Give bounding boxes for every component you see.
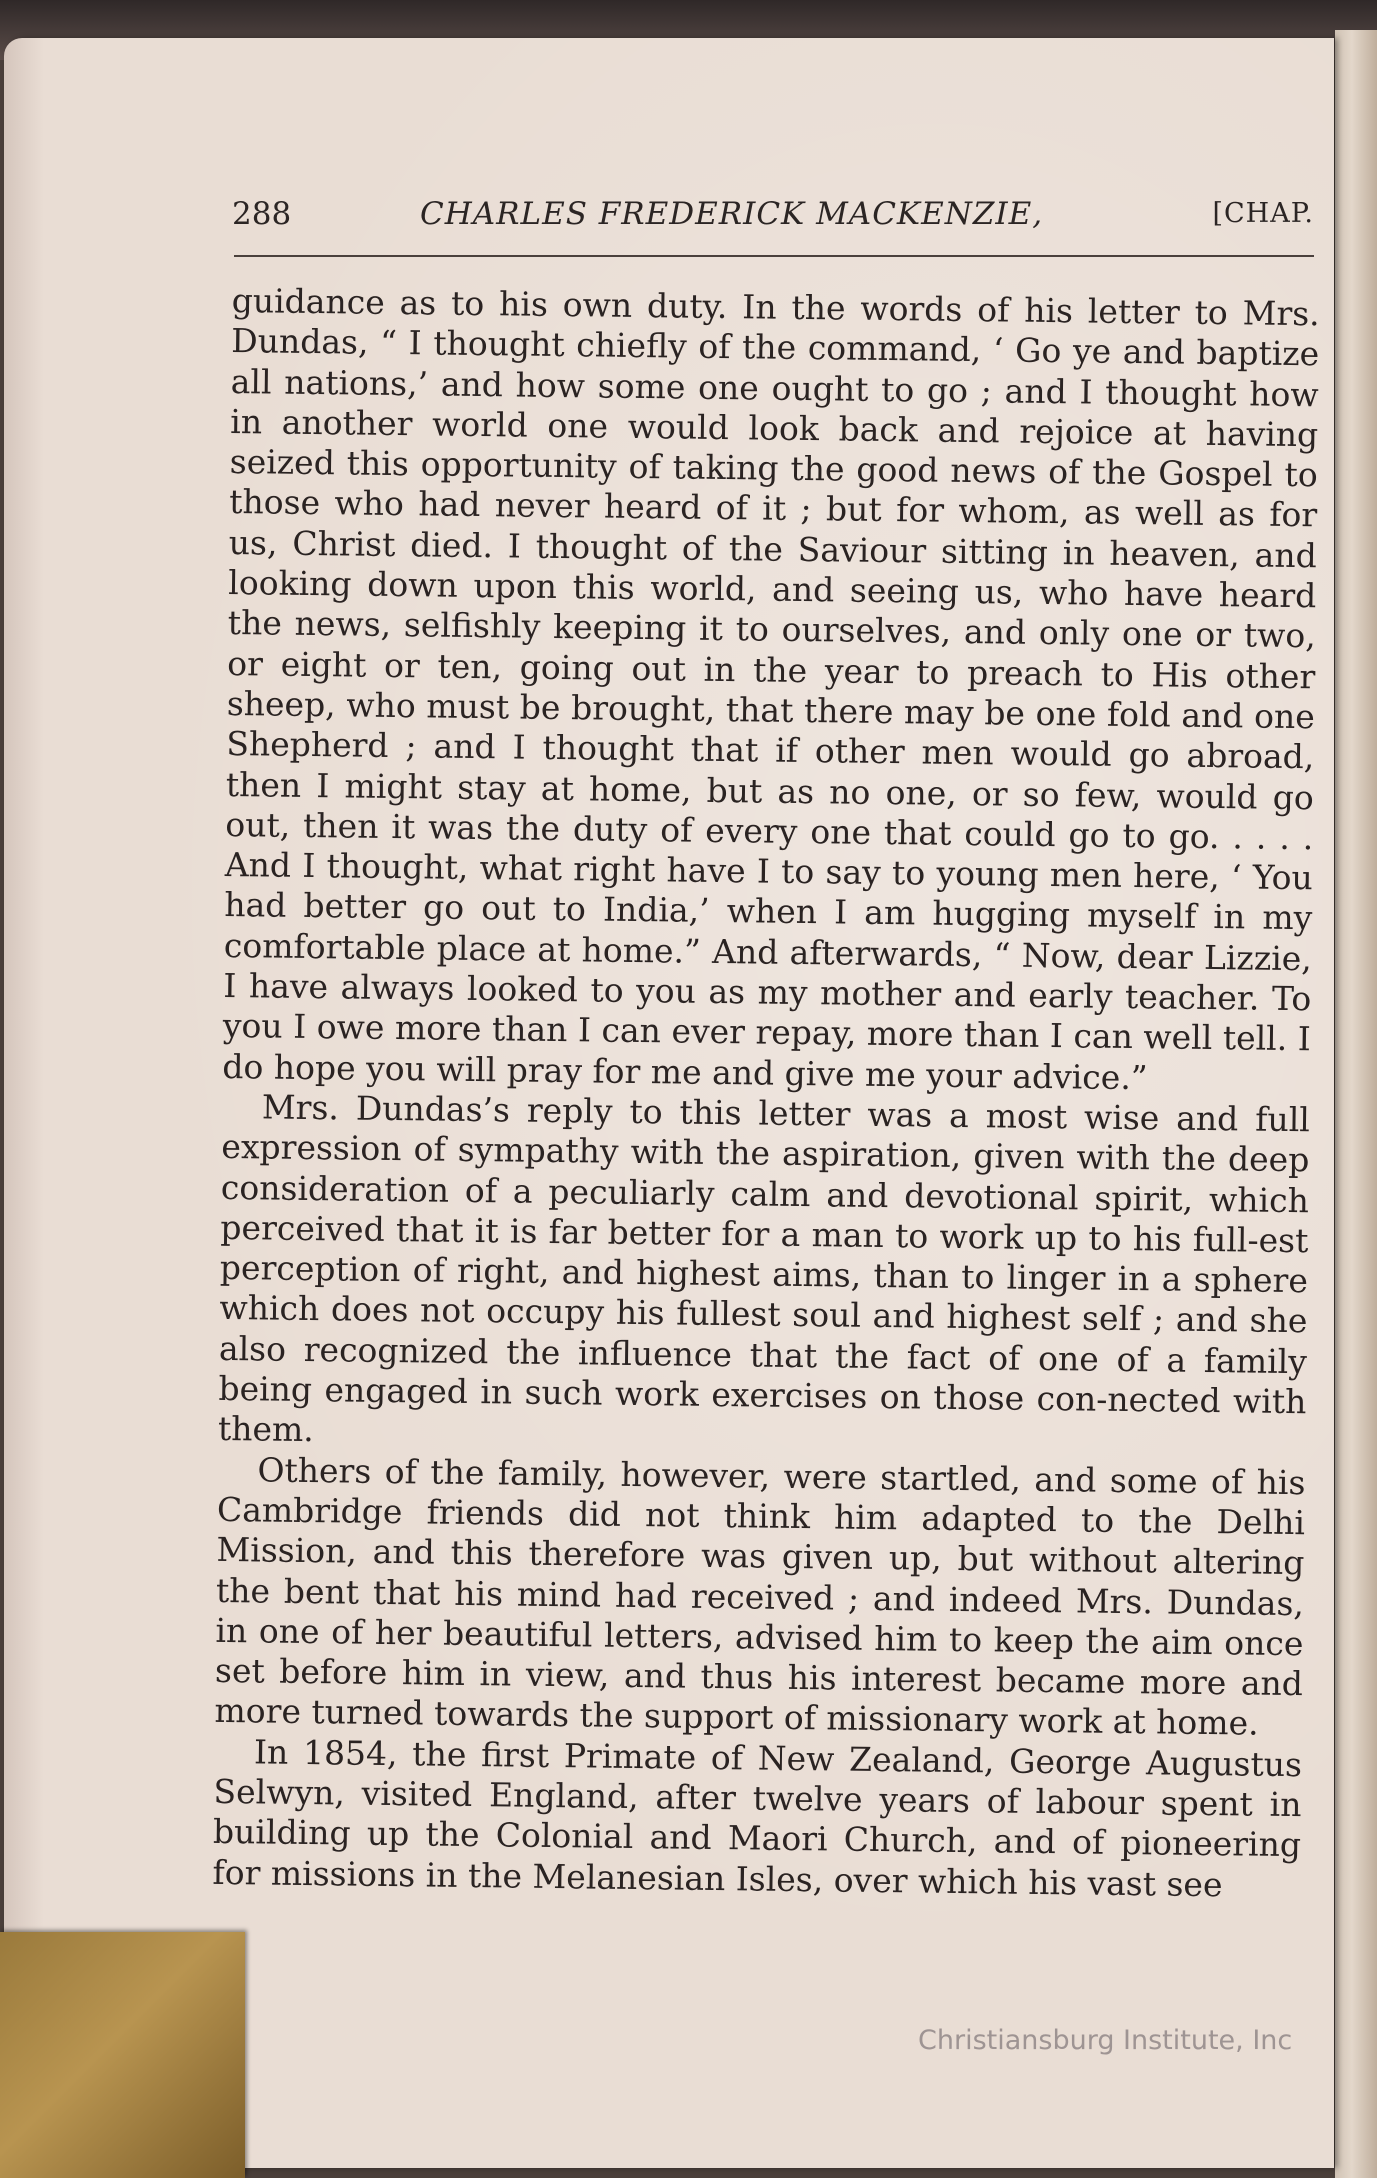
header-rule [234,255,1314,257]
body-text [212,281,1320,1906]
paragraph: In 1854, the first Primate of New Zealand, George Augustus Selwyn, visited England, after twelve years of labour spent in building up the Colonial and Maori Church, and of pioneering for missions in the Melanesian Isles, over which his vast see [212,1732,1303,1904]
paragraph: guidance as to his own duty. In the words of his letter to Mrs. Dundas, “ I thought chiefly of the command, ‘ Go ye and baptize all nations,’ and how some one ought to go ; and I thought how in another world one would look back and rejoice at having seized this opportunity of taking the good news of the Gospel to those who had never heard of it ; but for whom, as well as for us, Christ died. I thought of the Saviour sitting in heaven, and looking down upon this world, and seeing us, who have heard the news, selfishly keeping it to ourselves, and only one or two, or eight or ten, going out in the year to preach to His other sheep, who must be brought, that there may be one fold and one Shepherd ; and I thought that if other men would go abroad, then I might stay at home, but as no one, or so few, would go out, then it was the duty of every one that could go to go. . . . . And I thought, what right have I to say to young men here, ‘ You had better go out to India,’ when I am hugging myself in my comfortable place at home.” And afterwards, “ Now, dear Lizzie, I have always looked to you as my mother and early teacher. To you I owe more than I can ever repay, more than I can well tell. I do hope you will pray for me and give me your advice.” [222,281,1320,1097]
adjacent-page-edge [1335,30,1377,2178]
paragraph: Mrs. Dundas’s reply to this letter was a most wise and full expression of sympathy with the aspiration, given with the deep consideration of a peculiarly calm and devotional spirit, which perceived that it is far better for a man to work up to his full-est perception of right, and highest aims, than to linger in a sphere which does not occupy his fullest soul and highest self ; and she also recognized the influence that the fact of one of a family being engaged in such work exercises on those con-nected with them. [217,1087,1311,1450]
paragraph: Others of the family, however, were startled, and some of his Cambridge friends did not think him adapted to the Delhi Mission, and this therefore was given up, but without altering the bent that his mind had received ; and indeed Mrs. Dundas, in one of her beautiful letters, advised him to keep the aim once set before him in view, and thus his interest became more and more turned towards the support of missionary work at home. [214,1450,1306,1744]
chapter-label: [CHAP. [1212,198,1314,229]
book-cover-corner [0,1932,245,2178]
running-title: CHARLES FREDERICK MACKENZIE, [420,196,1044,232]
watermark: Christiansburg Institute, Inc [918,2025,1293,2056]
page-number: 288 [232,196,292,232]
page-header [232,196,1314,236]
